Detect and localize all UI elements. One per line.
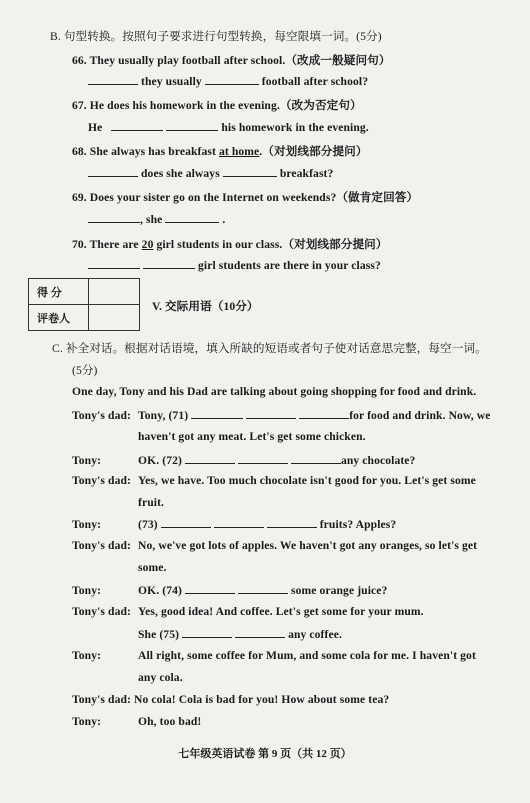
dialogue-text: Tony, (71) [138, 409, 189, 422]
q68-prompt-post: .（对划线部分提问） [259, 145, 368, 158]
score-field[interactable] [89, 279, 140, 305]
q69-text-end: . [222, 213, 226, 226]
q66-blank-1[interactable] [88, 74, 138, 85]
dialogue-line [72, 649, 476, 662]
blank-74-2[interactable] [238, 583, 288, 594]
dialogue-text: for food and drink. Now, we [349, 409, 491, 422]
q70-text-end: girl students are there in your class? [198, 259, 381, 272]
dialogue-text: No, we've got lots of apples. We haven't got any oranges, so let's get [138, 539, 478, 552]
dialogue-line [72, 715, 201, 728]
q69-blank-1[interactable] [88, 212, 140, 223]
dialogue-text: Yes, we have. Too much chocolate isn't good for you. Let's get some [138, 474, 476, 487]
dialogue-intro: One day, Tony and his Dad are talking about going shopping for food and drink. [72, 385, 477, 398]
blank-72-2[interactable] [238, 453, 288, 464]
q70-prompt-underlined: 20 [141, 238, 154, 251]
q70-blank-1[interactable] [88, 258, 140, 269]
dialogue-line-71 [72, 408, 491, 422]
speaker: Tony: [72, 518, 102, 531]
dialogue-line-72 [72, 453, 415, 467]
dialogue-text: any chocolate? [340, 454, 416, 467]
q68-blank-1[interactable] [88, 166, 138, 177]
blank-71-3[interactable] [299, 408, 349, 419]
dialogue-line: any cola. [138, 671, 183, 684]
blank-73-2[interactable] [214, 517, 264, 528]
dialogue-line: some. [138, 561, 167, 574]
section-v-title: V. 交际用语（10分） [152, 300, 259, 313]
dialogue-line-75 [138, 627, 342, 641]
score-label: 得 分 [29, 279, 89, 305]
q69-answer-line [88, 212, 225, 226]
q67-answer-line [88, 120, 369, 134]
dialogue-text: fruits? Apples? [319, 518, 397, 531]
q69-text-mid: , she [140, 213, 163, 226]
q70-prompt [72, 236, 388, 252]
blank-73-3[interactable] [267, 517, 317, 528]
q69-prompt: 69. Does your sister go on the Internet on weekends?（做肯定回答） [72, 191, 419, 204]
q66-blank-2[interactable] [205, 74, 259, 85]
q68-prompt-pre: 68. She always has breakfast [72, 145, 219, 158]
q66-text-mid: they usually [141, 75, 202, 88]
dialogue-line: fruit. [138, 496, 165, 509]
q68-blank-2[interactable] [223, 166, 277, 177]
dialogue-line-73 [72, 517, 396, 531]
dialogue-text: She (75) [138, 628, 180, 641]
grader-field[interactable] [89, 305, 140, 331]
dialogue-text: any coffee. [288, 628, 342, 641]
dialogue-line: haven't got any meat. Let's get some chicken. [138, 430, 366, 443]
speaker: Tony's dad: [72, 693, 131, 706]
grader-label: 评卷人 [29, 305, 89, 331]
dialogue-text: No cola! Cola is bad for you! How about some tea? [134, 693, 390, 706]
blank-72-1[interactable] [185, 453, 235, 464]
blank-71-1[interactable] [191, 408, 243, 419]
dialogue-line [72, 693, 389, 706]
q68-prompt-underlined: at home [218, 145, 260, 158]
speaker: Tony: [72, 454, 102, 467]
q68-text-mid: does she always [141, 167, 220, 180]
q66-answer-line [88, 74, 368, 88]
q66-prompt: 66. They usually play football after school.（改成一般疑问句） [72, 54, 391, 67]
q70-answer-line [88, 258, 381, 272]
blank-71-2[interactable] [246, 408, 296, 419]
q68-text-end: breakfast? [279, 167, 334, 180]
dialogue-text: OK. (74) [138, 584, 182, 597]
section-c-header: C. 补全对话。根据对话语境，填入所缺的短语或者句子使对话意思完整，每空一词。 [52, 342, 487, 355]
dialogue-text: OK. (72) [138, 454, 182, 467]
page-footer: 七年级英语试卷 第 9 页（共 12 页） [178, 748, 352, 760]
dialogue-line [72, 474, 476, 487]
blank-75-2[interactable] [235, 627, 285, 638]
score-box [28, 278, 140, 331]
dialogue-line [72, 605, 424, 618]
q70-prompt-pre: 70. There are [72, 238, 142, 251]
speaker: Tony: [72, 715, 102, 728]
blank-72-3[interactable] [291, 453, 341, 464]
q68-prompt [72, 143, 368, 159]
speaker: Tony: [72, 584, 102, 597]
q69-blank-2[interactable] [165, 212, 219, 223]
speaker: Tony: [72, 649, 102, 662]
dialogue-text: (73) [138, 518, 158, 531]
speaker: Tony's dad: [72, 539, 131, 552]
dialogue-text: some orange juice? [290, 584, 388, 597]
dialogue-line [72, 539, 477, 552]
q70-prompt-post: girl students in our class.（对划线部分提问） [153, 238, 388, 251]
dialogue-text: Oh, too bad! [138, 715, 202, 728]
speaker: Tony's dad: [72, 474, 131, 487]
q70-blank-2[interactable] [143, 258, 195, 269]
dialogue-text: All right, some coffee for Mum, and some cola for me. I haven't got [138, 649, 476, 662]
q67-text-start: He [88, 121, 103, 134]
speaker: Tony's dad: [72, 605, 131, 618]
q68-answer-line [88, 166, 333, 180]
q67-blank-1[interactable] [111, 120, 163, 131]
q67-text-end: his homework in the evening. [221, 121, 369, 134]
blank-74-1[interactable] [185, 583, 235, 594]
section-c-points: (5分) [72, 364, 98, 377]
q66-text-end: football after school? [261, 75, 369, 88]
blank-73-1[interactable] [161, 517, 211, 528]
q67-blank-2[interactable] [166, 120, 218, 131]
dialogue-text: Yes, good idea! And coffee. Let's get some for your mum. [138, 605, 424, 618]
blank-75-1[interactable] [182, 627, 232, 638]
section-b-header: B. 句型转换。按照句子要求进行句型转换，每空限填一词。(5分) [50, 30, 382, 43]
q67-prompt: 67. He does his homework in the evening.（改为否定句） [72, 99, 362, 112]
speaker: Tony's dad: [72, 409, 131, 422]
dialogue-line-74 [72, 583, 387, 597]
